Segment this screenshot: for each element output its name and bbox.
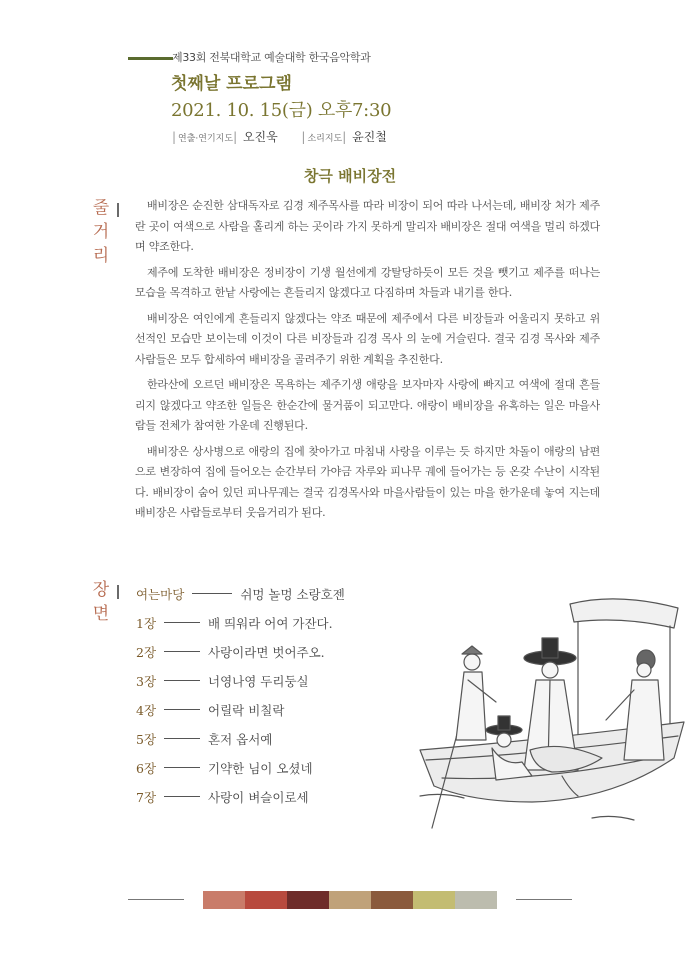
boat-illustration [412, 590, 688, 850]
scene-title: 사랑이 벼슬이로세 [208, 789, 309, 805]
synopsis-label-char: 거 [92, 222, 110, 242]
synopsis-paragraph: 배비장은 순진한 삼대독자로 김경 제주목사를 따라 비장이 되어 따라 나서는데, 배비장 처가 제주란 곳이 여색으로 사람을 홀리게 하는 곳이라 가지 못하게 말리자 배비장은 절대 여색을 멀리 하겠다며 약조한다. [135, 199, 600, 253]
credit-role: 소리지도 [307, 134, 343, 144]
scene-list [136, 579, 345, 811]
work-title: 창극 배비장전 [303, 167, 397, 185]
credit-role: 연출·연기지도 [178, 134, 234, 144]
scene-dash [164, 738, 200, 739]
header-accent-bar [128, 57, 173, 60]
scene-title: 혼저 옵서예 [208, 731, 273, 747]
color-swatch [245, 891, 287, 909]
synopsis-paragraph: 한라산에 오르던 배비장은 목욕하는 제주기생 애랑을 보자마자 사랑에 빠지고 여색에 절대 흔들리지 않겠다고 약조한 일들은 한순간에 물거품이 되고만다. 애랑이 배비장을 유혹하는 일은 마을사람들 전체가 참여한 가운데 진행된다. [135, 378, 600, 432]
scene-number: 6장 [136, 760, 157, 776]
scene-item [136, 608, 345, 637]
synopsis-label [91, 196, 111, 268]
scene-dash [164, 651, 200, 652]
performance-datetime: 2021. 10. 15(금) 오후7:30 [171, 100, 392, 121]
scenes-label-char: 장 [92, 580, 110, 600]
scene-title: 너영나영 두리둥실 [208, 673, 309, 689]
color-swatch [371, 891, 413, 909]
synopsis-paragraph: 제주에 도착한 배비장은 정비장이 기생 월선에게 강탈당하듯이 모든 것을 뺏기고 제주를 떠나는 모습을 목격하고 한낱 사랑에는 흔들리지 않겠다고 다짐하며 차들과 내기를 한다. [135, 265, 600, 299]
scene-number: 3장 [136, 673, 157, 689]
scene-dash [192, 593, 232, 594]
scene-item [136, 753, 345, 782]
scene-dash [164, 622, 200, 623]
scene-number: 4장 [136, 702, 157, 718]
credit-name: 오진욱 [242, 130, 278, 144]
synopsis-label-char: 줄 [92, 198, 110, 218]
scene-item [136, 724, 345, 753]
scenes-label-char: 면 [92, 604, 110, 624]
synopsis-paragraph: 배비장은 여인에게 흔들리지 않겠다는 약조 때문에 제주에서 다른 비장들과 어울리지 못하고 위선적인 모습만 보이는데 이것이 다른 비장들과 김경 목사 의 눈에 거슬린다. 결국 김경 목사와 제주 사람들은 모두 합세하여 배비장을 골려주기 위한 계획을 추진한다. [135, 311, 600, 366]
scenes-label [91, 578, 111, 626]
scene-number: 1장 [136, 615, 157, 631]
color-swatch [203, 891, 245, 909]
synopsis-label-rule [117, 203, 119, 217]
scene-number: 7장 [136, 789, 157, 805]
scene-item [136, 637, 345, 666]
scene-title: 쉬멍 놀멍 소랑호젠 [240, 586, 345, 602]
color-swatch [413, 891, 455, 909]
scene-title: 어릴락 비칠락 [208, 702, 285, 718]
scene-number: 2장 [136, 644, 157, 660]
scene-item [136, 782, 345, 811]
scene-dash [164, 680, 200, 681]
color-swatch [455, 891, 497, 909]
credits: | 연출·연기지도| 오진욱 | 소리지도| 윤진철 [172, 130, 387, 144]
color-swatch [287, 891, 329, 909]
scene-dash [164, 709, 200, 710]
scenes-label-rule [117, 585, 119, 599]
header-subtitle: 제33회 전북대학교 예술대학 한국음악학과 [172, 51, 371, 64]
footer-rule-left [128, 899, 184, 900]
scene-title: 배 띄워라 어여 가잔다. [208, 615, 333, 631]
scene-number: 여는마당 [136, 586, 185, 602]
program-title: 첫째날 프로그램 [171, 74, 292, 94]
scene-item [136, 579, 345, 608]
scene-dash [164, 796, 200, 797]
credit-name: 윤진철 [352, 130, 387, 144]
scene-dash [164, 767, 200, 768]
footer-rule-right [516, 899, 572, 900]
synopsis-body [135, 196, 600, 529]
scene-item [136, 666, 345, 695]
scene-title: 사랑이라면 벗어주오. [208, 644, 325, 660]
scene-number: 5장 [136, 731, 157, 747]
color-swatches [203, 891, 497, 909]
synopsis-paragraph: 배비장은 상사병으로 애랑의 집에 찾아가고 마침내 사랑을 이루는 듯 하지만 차돌이 애랑의 남편으로 변장하여 집에 들어오는 순간부터 가야금 자루와 피나무 궤에 들어가는 등 온갖 수난이 시작된다. 배비장이 숨어 있던 피나무궤는 결국 김경목사와 마을사람들이 있는 마을 한가운데 놓여 지는데 배비장은 사람들로부터 웃음거리가 된다. [135, 444, 600, 519]
scene-item [136, 695, 345, 724]
color-swatch [329, 891, 371, 909]
scene-title: 기약한 님이 오셨네 [208, 760, 313, 776]
synopsis-label-char: 리 [92, 246, 110, 266]
